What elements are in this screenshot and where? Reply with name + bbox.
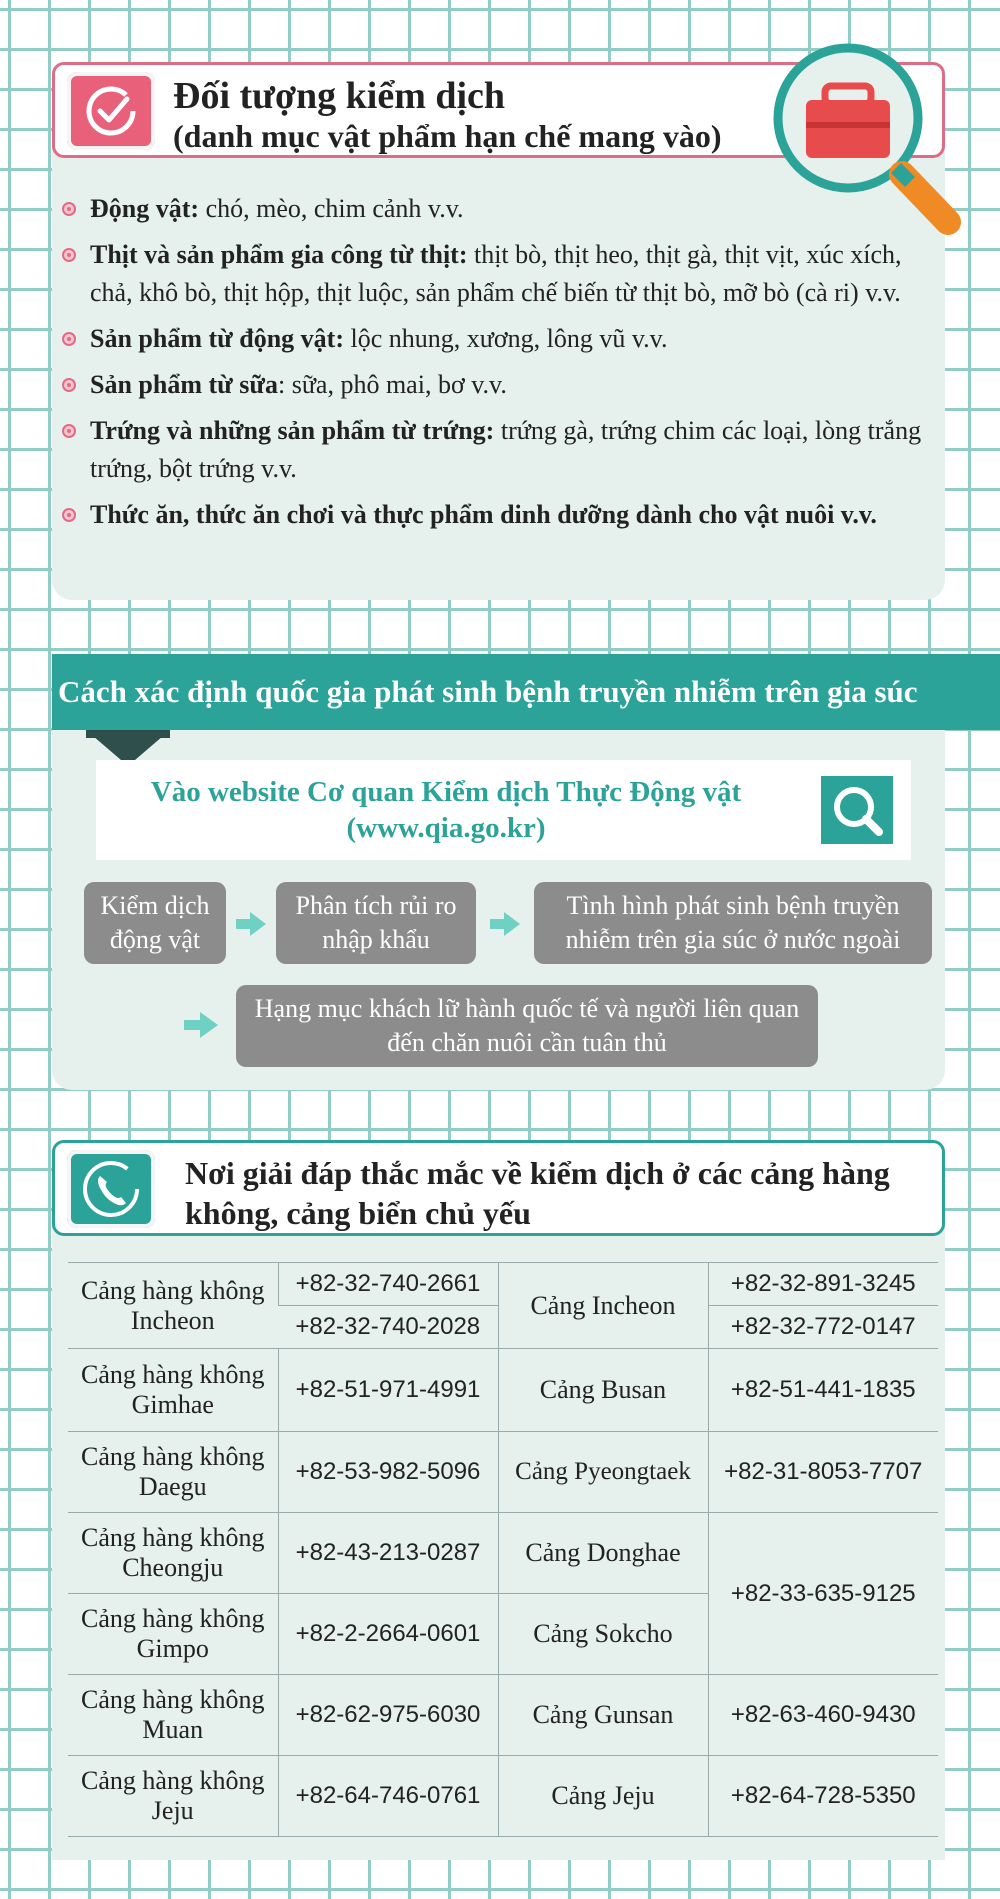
bullet-icon <box>62 248 76 262</box>
contacts-header <box>52 1140 945 1236</box>
list-item <box>62 496 942 534</box>
website-box[interactable] <box>96 760 911 860</box>
phone-number[interactable]: +82-32-891-3245 <box>708 1263 938 1306</box>
bullet-icon <box>62 378 76 392</box>
step-label: Tình hình phát sinh bệnh truyền nhiễm trên gia súc ở nước ngoài <box>565 891 901 954</box>
title-line-1: Nơi giải đáp thắc mắc về kiểm dịch ở các cảng hàng <box>185 1155 890 1191</box>
table-row <box>68 1756 938 1837</box>
port-name: Cảng Donghae <box>498 1513 708 1594</box>
phone-number[interactable]: +82-32-740-2661 <box>278 1263 498 1306</box>
title-line-2: không, cảng biển chủ yếu <box>185 1195 531 1231</box>
phone-number[interactable]: +82-2-2664-0601 <box>278 1594 498 1675</box>
item-text: lộc nhung, xương, lông vũ v.v. <box>344 324 668 353</box>
port-name: Cảng Incheon <box>498 1263 708 1349</box>
item-text: chó, mèo, chim cảnh v.v. <box>199 194 464 223</box>
title-line-2: (danh mục vật phẩm hạn chế mang vào) <box>173 118 722 154</box>
item-text: : sữa, phô mai, bơ v.v. <box>277 370 507 399</box>
table-row <box>68 1675 938 1756</box>
port-name: Cảng Gunsan <box>498 1675 708 1756</box>
bullet-icon <box>62 424 76 438</box>
port-name: Cảng Jeju <box>498 1756 708 1837</box>
item-heading: Động vật: <box>90 194 200 223</box>
phone-number[interactable]: +82-64-746-0761 <box>278 1756 498 1837</box>
bullet-icon <box>62 202 76 216</box>
step-label: Hạng mục khách lữ hành quốc tế và người liên quan đến chăn nuôi cần tuân thủ <box>254 994 800 1057</box>
step-overseas-disease-status[interactable] <box>534 882 932 964</box>
bullet-icon <box>62 508 76 522</box>
list-item <box>62 366 942 404</box>
phone-icon <box>67 1150 155 1228</box>
title-line-1: Đối tượng kiểm dịch <box>173 75 506 117</box>
arrow-right-icon <box>184 1012 218 1038</box>
phone-number[interactable]: +82-53-982-5096 <box>278 1432 498 1513</box>
list-item <box>62 320 942 358</box>
item-text: thịt bò, thịt heo, thịt gà, thịt vịt, xúc xích, chả, khô bò, thịt hộp, thịt luộc, sản phẩm chế biến từ thịt bò, mỡ bò (cà ri) v.v. <box>90 240 902 307</box>
list-item <box>62 190 942 228</box>
airport-name: Cảng hàng không Gimhae <box>68 1349 278 1432</box>
restricted-items-list <box>62 190 942 542</box>
phone-number[interactable]: +82-62-975-6030 <box>278 1675 498 1756</box>
table-row <box>68 1349 938 1432</box>
airport-name: Cảng hàng không Gimpo <box>68 1594 278 1675</box>
website-label: Vào website Cơ quan Kiểm dịch Thực Động vật <box>150 776 742 808</box>
step-label: Kiểm dịch động vật <box>100 891 210 954</box>
arrow-right-icon <box>236 912 266 936</box>
phone-number[interactable]: +82-31-8053-7707 <box>708 1432 938 1513</box>
arrow-right-icon <box>490 912 520 936</box>
port-name: Cảng Busan <box>498 1349 708 1432</box>
table-row <box>68 1263 938 1306</box>
item-heading: Thịt và sản phẩm gia công từ thịt: <box>90 240 468 269</box>
search-icon[interactable] <box>821 776 893 844</box>
contacts-title <box>185 1153 890 1233</box>
port-name: Cảng Sokcho <box>498 1594 708 1675</box>
step-import-risk-analysis[interactable] <box>276 882 476 964</box>
list-item <box>62 236 942 312</box>
item-text: trứng gà, trứng chim các loại, lòng trắng trứng, bột trứng v.v. <box>90 416 922 483</box>
step-label: Phân tích rủi ro nhập khẩu <box>295 891 457 954</box>
airport-name: Cảng hàng không Jeju <box>68 1756 278 1837</box>
phone-number[interactable]: +82-33-635-9125 <box>708 1513 938 1675</box>
item-heading: Thức ăn, thức ăn chơi và thực phẩm dinh dưỡng dành cho vật nuôi v.v. <box>90 500 877 529</box>
list-item <box>62 412 942 488</box>
table-row <box>68 1513 938 1594</box>
phone-number[interactable]: +82-43-213-0287 <box>278 1513 498 1594</box>
item-heading: Trứng và những sản phẩm từ trứng: <box>90 416 495 445</box>
airport-name: Cảng hàng không Incheon <box>68 1263 278 1349</box>
website-link[interactable] <box>96 774 796 846</box>
phone-number[interactable]: +82-32-740-2028 <box>278 1306 498 1349</box>
phone-number[interactable]: +82-32-772-0147 <box>708 1306 938 1349</box>
phone-number[interactable]: +82-51-441-1835 <box>708 1349 938 1432</box>
bullet-icon <box>62 332 76 346</box>
restricted-items-title <box>173 75 722 155</box>
table-row <box>68 1432 938 1513</box>
step-traveler-guidelines[interactable] <box>236 985 818 1067</box>
port-name: Cảng Pyeongtaek <box>498 1432 708 1513</box>
item-heading: Sản phẩm từ sữa <box>90 370 278 399</box>
item-heading: Sản phẩm từ động vật: <box>90 324 344 353</box>
step-animal-quarantine[interactable] <box>84 882 226 964</box>
contacts-table <box>68 1262 938 1837</box>
phone-number[interactable]: +82-64-728-5350 <box>708 1756 938 1837</box>
airport-name: Cảng hàng không Cheongju <box>68 1513 278 1594</box>
phone-number[interactable]: +82-63-460-9430 <box>708 1675 938 1756</box>
phone-number[interactable]: +82-51-971-4991 <box>278 1349 498 1432</box>
airport-name: Cảng hàng không Muan <box>68 1675 278 1756</box>
airport-name: Cảng hàng không Daegu <box>68 1432 278 1513</box>
disease-country-banner: Cách xác định quốc gia phát sinh bệnh truyền nhiễm trên gia súc <box>52 654 1000 730</box>
website-url[interactable]: (www.qia.go.kr) <box>346 812 546 844</box>
check-circle-icon <box>67 72 155 150</box>
